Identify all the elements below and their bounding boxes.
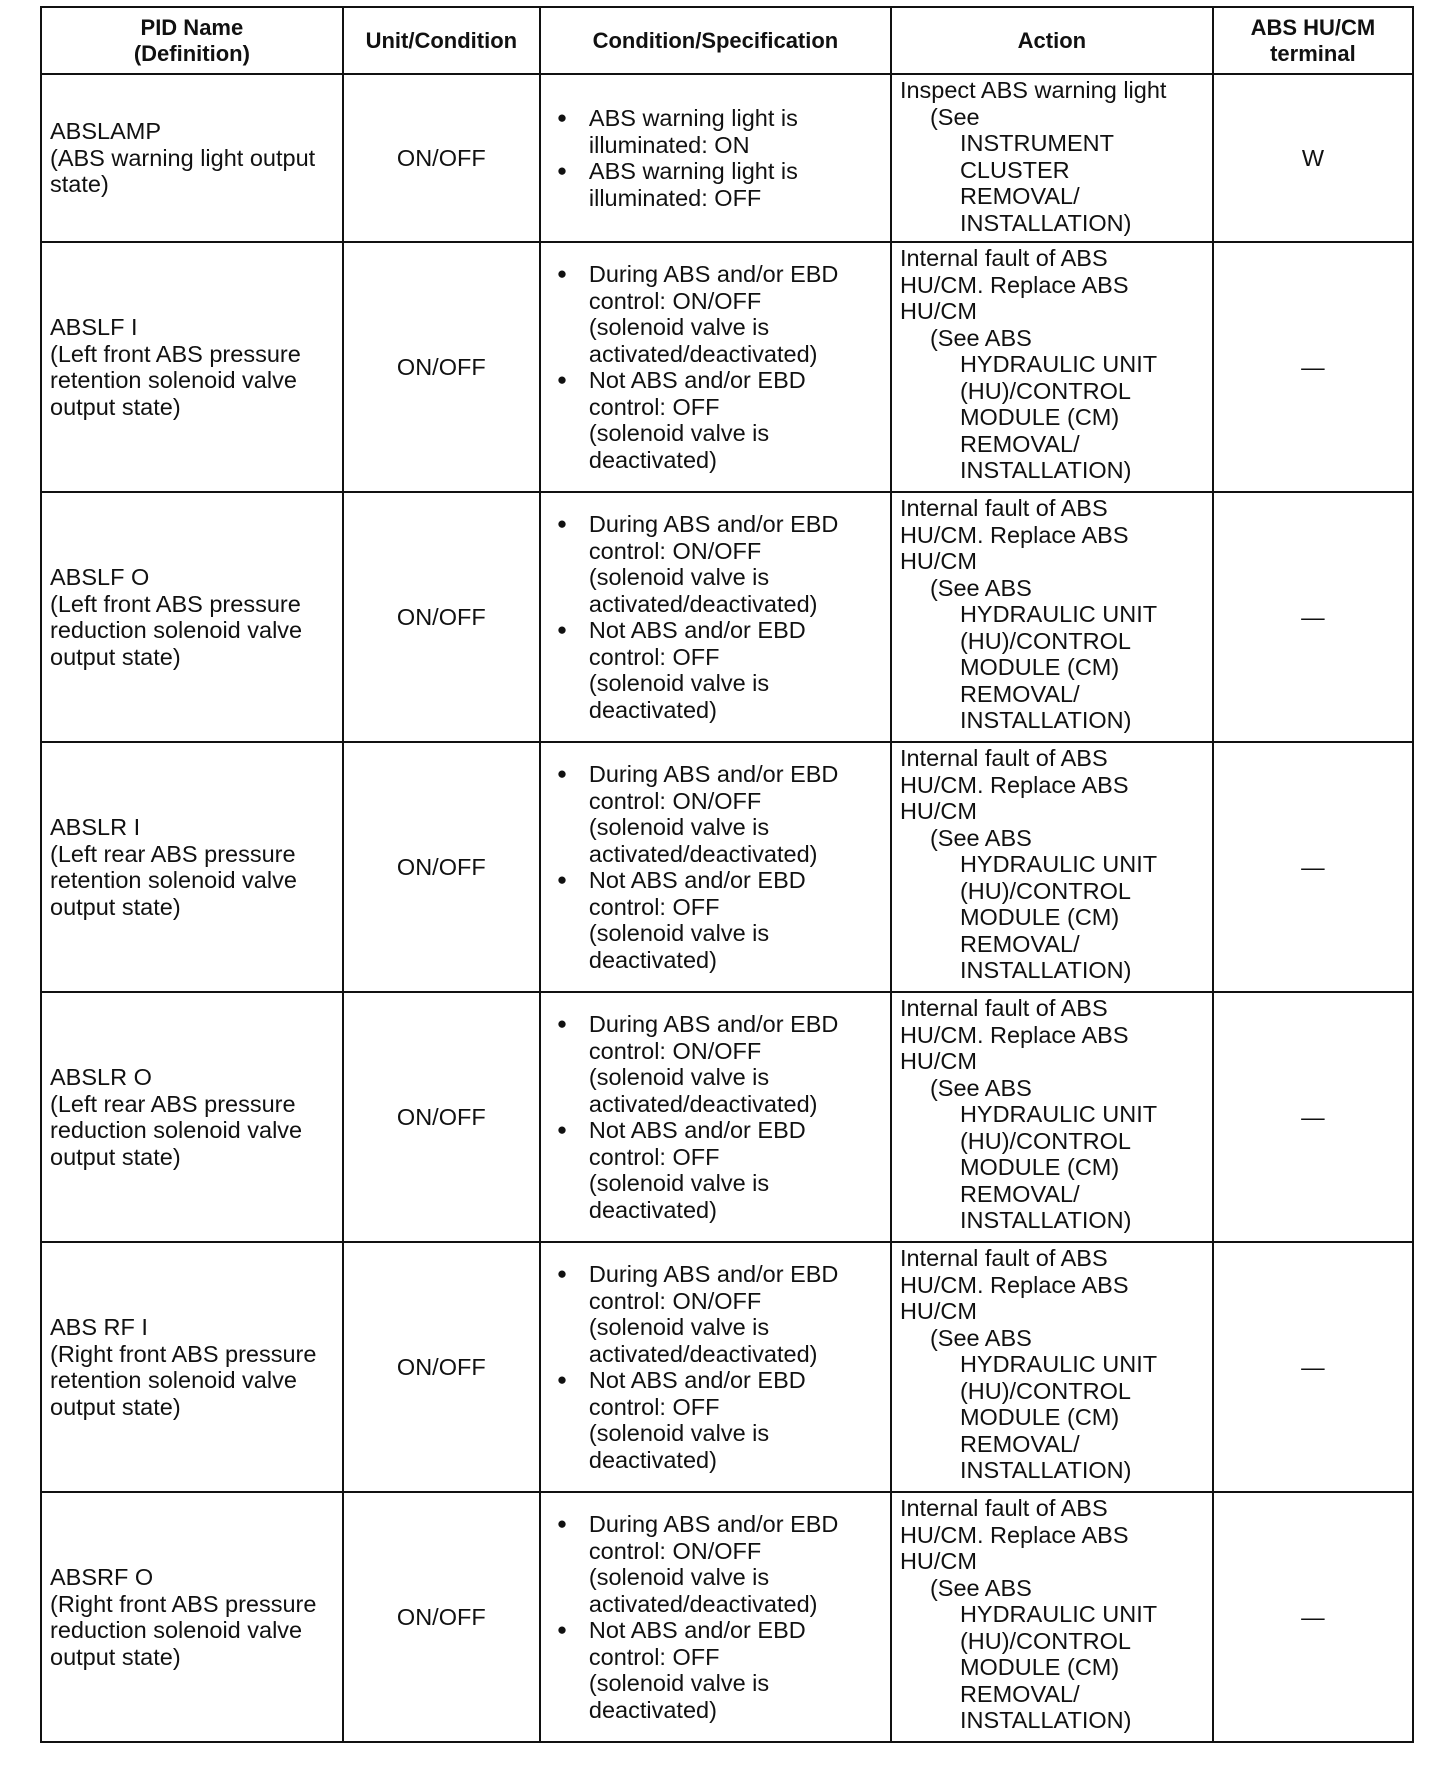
condition-cell: [540, 742, 891, 992]
header-terminal: ABS HU/CM terminal: [1213, 7, 1413, 74]
action-see: (See ABS: [929, 1324, 1032, 1351]
pid-cell: [41, 492, 343, 742]
pid-table: [40, 6, 1414, 1743]
condition-item: ● Not ABS and/or EBD control: OFF (solenoid valve is deactivated): [589, 1367, 882, 1473]
unit-cell: ON/OFF: [343, 742, 540, 992]
header-unit-condition: Unit/Condition: [343, 7, 540, 74]
condition-cell: [540, 74, 891, 242]
pid-definition: (Left rear ABS pressure retention solenoid valve output state): [50, 840, 297, 920]
terminal-cell: —: [1213, 992, 1413, 1242]
pid-cell: [41, 992, 343, 1242]
condition-list: [549, 1261, 882, 1473]
action-reference: HYDRAULIC UNIT (HU)/CONTROL MODULE (CM) REMOVAL/ INSTALLATION): [959, 351, 1158, 483]
unit-cell: ON/OFF: [343, 242, 540, 492]
action-reference: HYDRAULIC UNIT (HU)/CONTROL MODULE (CM) REMOVAL/ INSTALLATION): [959, 601, 1158, 733]
action-see: (See: [929, 103, 980, 130]
pid-code: ABSRF O: [50, 1564, 154, 1590]
terminal-cell: —: [1213, 492, 1413, 742]
action-text: Inspect ABS warning light: [899, 77, 1167, 103]
condition-item: ● Not ABS and/or EBD control: OFF (solenoid valve is deactivated): [589, 867, 882, 973]
action-text: Internal fault of ABS HU/CM. Replace ABS HU/CM: [899, 995, 1129, 1074]
action-cell: [891, 1242, 1213, 1492]
condition-item: ● During ABS and/or EBD control: ON/OFF (solenoid valve is activated/deactivated): [589, 261, 882, 367]
header-action: Action: [891, 7, 1213, 74]
pid-definition: (Right front ABS pressure retention solenoid valve output state): [50, 1340, 317, 1420]
condition-item: ● Not ABS and/or EBD control: OFF (solenoid valve is deactivated): [589, 1117, 882, 1223]
pid-code: ABSLR I: [50, 814, 141, 840]
unit-cell: ON/OFF: [343, 492, 540, 742]
unit-cell: ON/OFF: [343, 1242, 540, 1492]
condition-item: ● During ABS and/or EBD control: ON/OFF (solenoid valve is activated/deactivated): [589, 1511, 882, 1617]
action-reference: INSTRUMENT CLUSTER REMOVAL/ INSTALLATION): [959, 130, 1132, 236]
condition-item: ● During ABS and/or EBD control: ON/OFF (solenoid valve is activated/deactivated): [589, 1011, 882, 1117]
condition-item: ● Not ABS and/or EBD control: OFF (solenoid valve is deactivated): [589, 367, 882, 473]
unit-cell: ON/OFF: [343, 1492, 540, 1742]
table-row: [41, 992, 1413, 1242]
pid-code: ABSLR O: [50, 1064, 152, 1090]
condition-cell: [540, 992, 891, 1242]
action-text: Internal fault of ABS HU/CM. Replace ABS HU/CM: [899, 245, 1129, 324]
condition-list: [549, 261, 882, 473]
action-reference: HYDRAULIC UNIT (HU)/CONTROL MODULE (CM) REMOVAL/ INSTALLATION): [959, 851, 1158, 983]
header-pid-name: PID Name (Definition): [41, 7, 343, 74]
action-reference: HYDRAULIC UNIT (HU)/CONTROL MODULE (CM) REMOVAL/ INSTALLATION): [959, 1101, 1158, 1233]
action-see: (See ABS: [929, 574, 1032, 601]
pid-code: ABSLAMP: [50, 118, 162, 145]
action-reference: HYDRAULIC UNIT (HU)/CONTROL MODULE (CM) REMOVAL/ INSTALLATION): [959, 1601, 1158, 1733]
condition-list: [549, 511, 882, 723]
action-reference: HYDRAULIC UNIT (HU)/CONTROL MODULE (CM) REMOVAL/ INSTALLATION): [959, 1351, 1158, 1483]
pid-definition: (Left front ABS pressure retention solenoid valve output state): [50, 340, 301, 420]
action-see: (See ABS: [929, 824, 1032, 851]
condition-cell: [540, 1492, 891, 1742]
action-text: Internal fault of ABS HU/CM. Replace ABS HU/CM: [899, 495, 1129, 574]
table-row: [41, 1492, 1413, 1742]
header-row: [41, 7, 1413, 74]
action-text: Internal fault of ABS HU/CM. Replace ABS HU/CM: [899, 1495, 1129, 1574]
terminal-cell: —: [1213, 1242, 1413, 1492]
terminal-cell: —: [1213, 1492, 1413, 1742]
pid-cell: [41, 1242, 343, 1492]
pid-cell: [41, 1492, 343, 1742]
pid-code: ABSLF I: [50, 314, 138, 340]
condition-cell: [540, 242, 891, 492]
unit-cell: ON/OFF: [343, 992, 540, 1242]
pid-code: ABS RF I: [50, 1314, 148, 1340]
table-row: [41, 492, 1413, 742]
pid-cell: [41, 242, 343, 492]
action-cell: [891, 992, 1213, 1242]
action-cell: [891, 492, 1213, 742]
condition-item: ● ABS warning light is illuminated: OFF: [589, 158, 882, 211]
action-see: (See ABS: [929, 324, 1032, 351]
action-text: Internal fault of ABS HU/CM. Replace ABS HU/CM: [899, 745, 1129, 824]
pid-definition: (Right front ABS pressure reduction solenoid valve output state): [50, 1590, 317, 1670]
action-see: (See ABS: [929, 1074, 1032, 1101]
condition-item: ● Not ABS and/or EBD control: OFF (solenoid valve is deactivated): [589, 617, 882, 723]
pid-definition: (ABS warning light output state): [50, 144, 316, 198]
action-cell: [891, 242, 1213, 492]
table-row: [41, 742, 1413, 992]
pid-definition: (Left front ABS pressure reduction solenoid valve output state): [50, 590, 303, 670]
action-cell: [891, 74, 1213, 242]
condition-item: ● Not ABS and/or EBD control: OFF (solenoid valve is deactivated): [589, 1617, 882, 1723]
action-see: (See ABS: [929, 1574, 1032, 1601]
terminal-cell: W: [1213, 74, 1413, 242]
condition-item: ● During ABS and/or EBD control: ON/OFF (solenoid valve is activated/deactivated): [589, 761, 882, 867]
table-row: [41, 74, 1413, 242]
terminal-cell: —: [1213, 742, 1413, 992]
pid-cell: [41, 742, 343, 992]
condition-item: ● During ABS and/or EBD control: ON/OFF (solenoid valve is activated/deactivated): [589, 511, 882, 617]
condition-cell: [540, 492, 891, 742]
pid-code: ABSLF O: [50, 564, 150, 590]
header-condition-specification: Condition/Specification: [540, 7, 891, 74]
condition-item: ● During ABS and/or EBD control: ON/OFF (solenoid valve is activated/deactivated): [589, 1261, 882, 1367]
condition-item: ● ABS warning light is illuminated: ON: [589, 105, 882, 158]
condition-list: [549, 1011, 882, 1223]
pid-cell: [41, 74, 343, 242]
table-row: [41, 1242, 1413, 1492]
condition-list: [549, 105, 882, 211]
pid-definition: (Left rear ABS pressure reduction solenoid valve output state): [50, 1090, 303, 1170]
action-text: Internal fault of ABS HU/CM. Replace ABS HU/CM: [899, 1245, 1129, 1324]
terminal-cell: —: [1213, 242, 1413, 492]
condition-list: [549, 761, 882, 973]
action-cell: [891, 1492, 1213, 1742]
condition-list: [549, 1511, 882, 1723]
action-cell: [891, 742, 1213, 992]
unit-cell: ON/OFF: [343, 74, 540, 242]
table-row: [41, 242, 1413, 492]
table-body: [41, 74, 1413, 1742]
condition-cell: [540, 1242, 891, 1492]
